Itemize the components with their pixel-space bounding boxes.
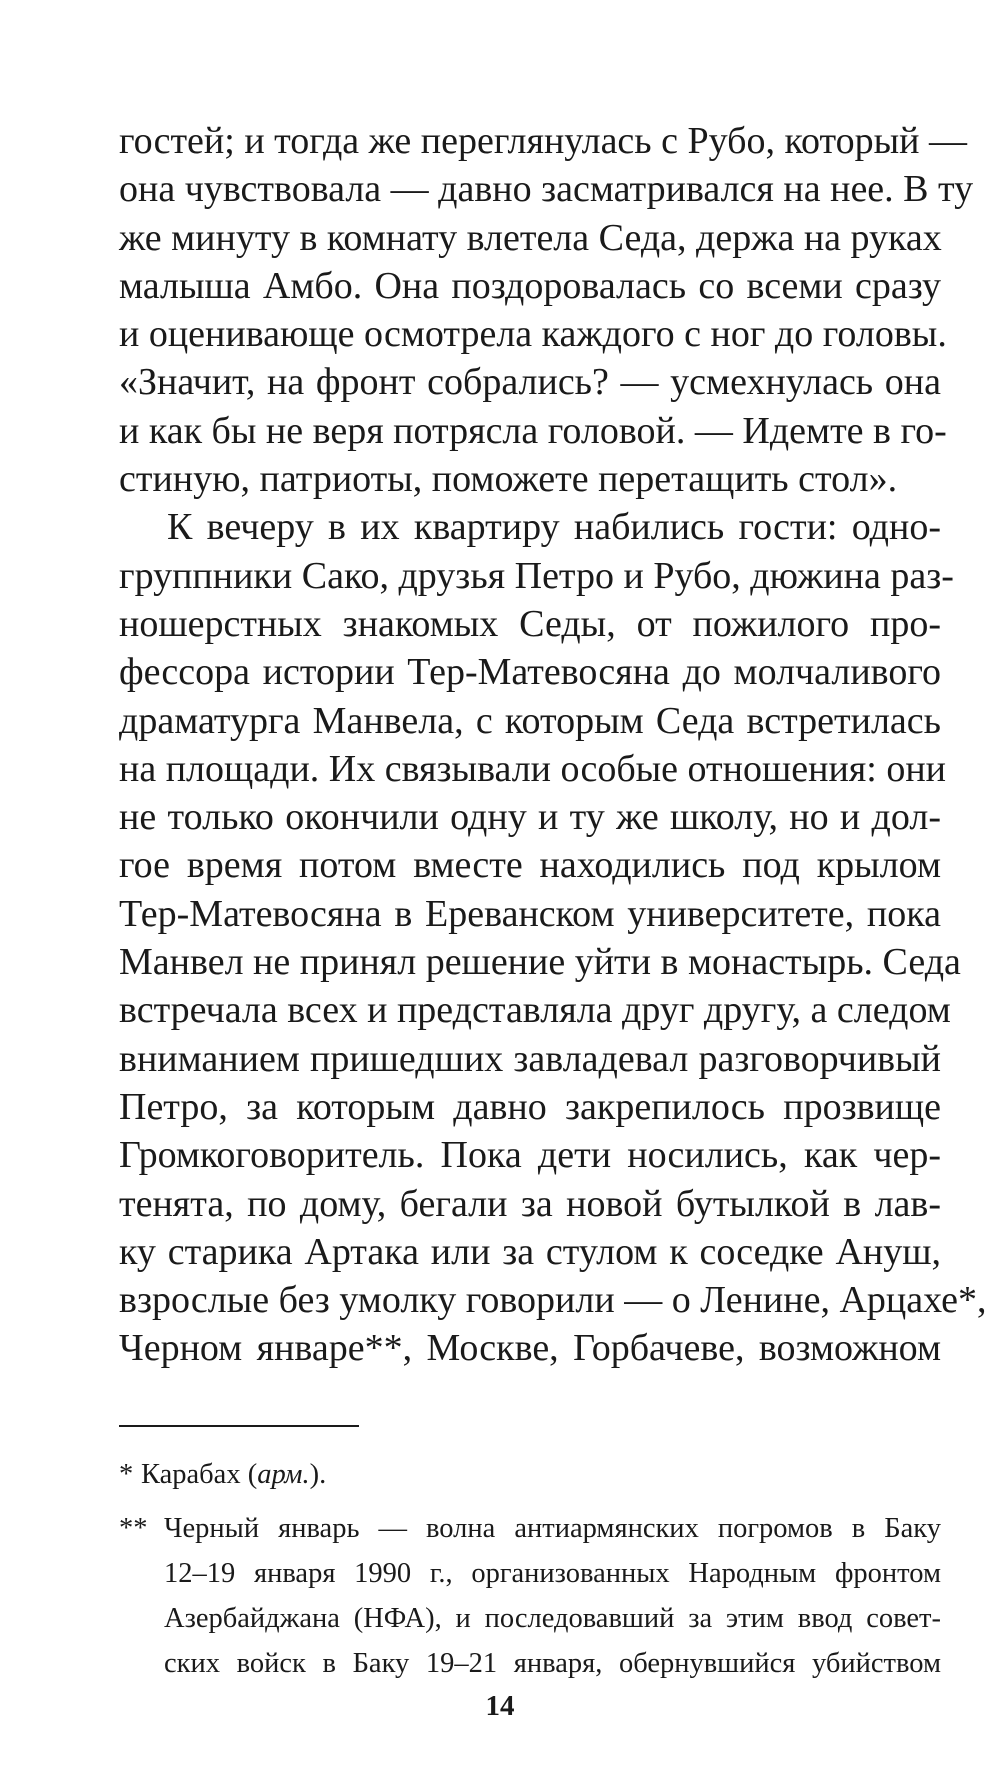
text-line: К вечеру в их квартиру набились гости: одно- <box>167 506 941 549</box>
text-line: встречала всех и представляла друг другу, а следом <box>119 989 951 1032</box>
footnote-line: 12–19 января 1990 г., организованных Народным фронтом <box>164 1558 941 1589</box>
footnote-2 <box>119 1506 941 1686</box>
page-number: 14 <box>485 1690 515 1722</box>
body-text <box>119 117 987 1373</box>
text-line: вниманием пришедших завладевал разговорчивый <box>119 1037 941 1080</box>
footnote-tail: ). <box>309 1459 327 1490</box>
text-line: ношерстных знакомых Седы, от пожилого про- <box>119 602 941 645</box>
text-line: не только окончили одну и ту же школу, но и дол- <box>119 796 941 839</box>
footnote-text: Карабах ( <box>141 1459 258 1490</box>
text-line: взрослые без умолку говорили — о Ленине, Арцахе*, <box>119 1279 987 1322</box>
footnote-line: ских войск в Баку 19–21 января, обернувшийся убийством <box>164 1648 941 1679</box>
text-line: на площади. Их связывали особые отношения: они <box>119 747 947 790</box>
footnote-mark: ** <box>119 1513 148 1544</box>
text-line: и как бы не веря потрясла головой. — Идемте в го- <box>119 409 947 452</box>
text-line: Черном январе**, Москве, Горбачеве, возможном <box>119 1327 941 1370</box>
footnotes <box>119 1452 941 1686</box>
text-line: гостей; и тогда же переглянулась с Рубо, который — <box>119 120 967 162</box>
text-line: Петро, за которым давно закрепилось прозвище <box>119 1085 941 1128</box>
text-line: и оценивающе осмотрела каждого с ног до головы. <box>119 313 947 356</box>
footnote-mark: * <box>119 1459 134 1490</box>
footnote-italic: арм. <box>257 1459 310 1490</box>
text-line: Громкоговоритель. Пока дети носились, как чер- <box>119 1134 941 1177</box>
text-line: тенята, по дому, бегали за новой бутылкой в лав- <box>119 1182 941 1225</box>
footnote-divider <box>119 1425 359 1427</box>
text-line: ку старика Артака или за стулом к соседке Ануш, <box>119 1230 941 1273</box>
paragraph-1 <box>119 117 974 503</box>
footnote-line: Азербайджана (НФА), и последовавший за этим ввод совет- <box>164 1603 941 1634</box>
text-line: «Значит, на фронт собрались? — усмехнулась она <box>119 361 941 404</box>
text-line: она чувствовала — давно засматривался на нее. В ту <box>119 168 974 211</box>
text-line: гое время потом вместе находились под крылом <box>119 844 941 887</box>
text-line: драматурга Манвела, с которым Седа встретилась <box>119 699 941 742</box>
text-line: фессора истории Тер-Матевосяна до молчаливого <box>119 651 941 694</box>
text-line: Манвел не принял решение уйти в монастырь. Седа <box>119 941 961 984</box>
text-line: стиную, патриоты, поможете перетащить стол». <box>119 458 898 501</box>
paragraph-2 <box>119 503 987 1372</box>
text-line: малыша Амбо. Она поздоровалась со всеми сразу <box>119 264 941 307</box>
text-line: же минуту в комнату влетела Седа, держа на руках <box>119 216 942 259</box>
footnote-line: Черный январь — волна антиармянских погромов в Баку <box>164 1513 941 1544</box>
footnote-1 <box>119 1452 941 1497</box>
text-line: Тер-Матевосяна в Ереванском университете, пока <box>119 892 941 935</box>
text-line: группники Сако, друзья Петро и Рубо, дюжина раз- <box>119 554 954 597</box>
